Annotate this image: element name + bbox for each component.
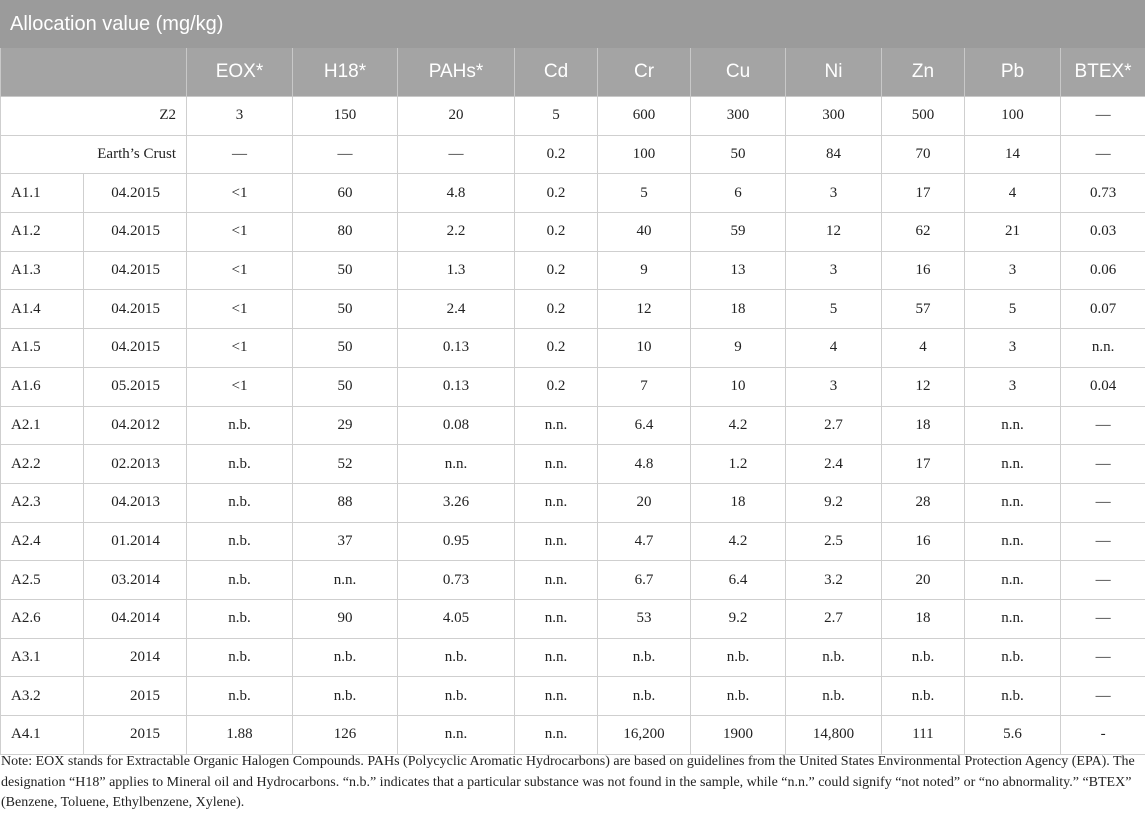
- table-row: [1, 561, 1145, 600]
- table-cell: n.b.: [293, 638, 398, 677]
- table-cell: 17: [882, 174, 965, 213]
- table-cell: 4.8: [598, 445, 691, 484]
- table-cell: 12: [598, 290, 691, 329]
- table-row: [1, 174, 1145, 213]
- table-cell: n.b.: [882, 677, 965, 716]
- table-cell: 50: [691, 135, 786, 174]
- table-cell: 1.2: [691, 445, 786, 484]
- sample-id: A2.2: [1, 445, 84, 484]
- table-cell: n.b.: [398, 638, 515, 677]
- table-cell: 50: [293, 329, 398, 368]
- table-header-row: [1, 48, 1145, 97]
- table-cell: n.n.: [515, 483, 598, 522]
- sample-id: A4.1: [1, 716, 84, 755]
- table-cell: 2.5: [786, 522, 882, 561]
- table-cell: 3: [187, 97, 293, 136]
- table-cell: n.n.: [398, 716, 515, 755]
- table-cell: n.b.: [691, 638, 786, 677]
- table-cell: 150: [293, 97, 398, 136]
- table-cell: n.n.: [965, 561, 1061, 600]
- sample-date: 04.2012: [84, 406, 187, 445]
- reference-row: [1, 97, 1145, 136]
- table-cell: 5: [965, 290, 1061, 329]
- column-header: H18*: [293, 48, 398, 97]
- table-cell: n.n.: [965, 599, 1061, 638]
- table-cell: 0.08: [398, 406, 515, 445]
- column-header: Cu: [691, 48, 786, 97]
- table-cell: 0.06: [1061, 251, 1145, 290]
- sample-date: 01.2014: [84, 522, 187, 561]
- table-cell: 9.2: [786, 483, 882, 522]
- sample-date: 04.2015: [84, 251, 187, 290]
- table-row: [1, 406, 1145, 445]
- table-cell: n.b.: [598, 677, 691, 716]
- table-cell: —: [1061, 406, 1145, 445]
- table-cell: 20: [882, 561, 965, 600]
- table-row: [1, 522, 1145, 561]
- table-cell: 0.73: [1061, 174, 1145, 213]
- table-cell: 18: [882, 599, 965, 638]
- table-cell: 10: [691, 367, 786, 406]
- table-cell: 300: [786, 97, 882, 136]
- table-cell: n.b.: [187, 522, 293, 561]
- table-cell: 40: [598, 213, 691, 252]
- table-cell: n.n.: [1061, 329, 1145, 368]
- table-cell: 9: [598, 251, 691, 290]
- table-cell: n.b.: [598, 638, 691, 677]
- table-cell: 0.2: [515, 213, 598, 252]
- table-cell: 1.3: [398, 251, 515, 290]
- table-cell: 13: [691, 251, 786, 290]
- column-header: Ni: [786, 48, 882, 97]
- table-cell: 3: [965, 367, 1061, 406]
- table-cell: 10: [598, 329, 691, 368]
- sample-date: 03.2014: [84, 561, 187, 600]
- table-cell: 84: [786, 135, 882, 174]
- table-cell: n.b.: [187, 638, 293, 677]
- column-header: Cd: [515, 48, 598, 97]
- table-cell: 17: [882, 445, 965, 484]
- column-header: Cr: [598, 48, 691, 97]
- reference-label: Earth’s Crust: [1, 135, 187, 174]
- table-cell: 90: [293, 599, 398, 638]
- table-cell: 20: [398, 97, 515, 136]
- table-cell: —: [1061, 135, 1145, 174]
- table-cell: 6: [691, 174, 786, 213]
- table-cell: 6.4: [598, 406, 691, 445]
- table-cell: <1: [187, 213, 293, 252]
- sample-id: A1.4: [1, 290, 84, 329]
- column-header: Pb: [965, 48, 1061, 97]
- table-cell: 9.2: [691, 599, 786, 638]
- table-cell: 2.4: [398, 290, 515, 329]
- table-cell: 0.2: [515, 135, 598, 174]
- table-cell: 500: [882, 97, 965, 136]
- table-cell: 0.03: [1061, 213, 1145, 252]
- table-cell: —: [1061, 677, 1145, 716]
- table-footnote: Note: EOX stands for Extractable Organic Halogen Compounds. PAHs (Polycyclic Aromatic Hydrocarbons) are based on guidelines from the United States Environmental Protection Agency (EPA). The designation “H18” applies to Mineral oil and Hydrocarbons. “n.b.” indicates that a particular substance was not found in the sample, while “n.n.” could signify “not noted” or “no abnormality.” “BTEX” (Benzene, Toluene, Ethylbenzene, Xylene).: [1, 754, 1135, 810]
- table-cell: 6.4: [691, 561, 786, 600]
- sample-date: 04.2015: [84, 174, 187, 213]
- table-cell: —: [1061, 599, 1145, 638]
- table-cell: n.b.: [965, 638, 1061, 677]
- table-cell: 3: [786, 367, 882, 406]
- sample-id: A1.1: [1, 174, 84, 213]
- sample-id: A2.5: [1, 561, 84, 600]
- table-cell: 3: [965, 251, 1061, 290]
- table-cell: n.n.: [515, 445, 598, 484]
- sample-date: 04.2013: [84, 483, 187, 522]
- table-cell: 126: [293, 716, 398, 755]
- table-cell: n.b.: [187, 561, 293, 600]
- table-row: [1, 638, 1145, 677]
- table-cell: 3.26: [398, 483, 515, 522]
- table-cell: 4: [786, 329, 882, 368]
- table-cell: 100: [965, 97, 1061, 136]
- table-cell: —: [1061, 97, 1145, 136]
- table-cell: 0.2: [515, 174, 598, 213]
- table-cell: <1: [187, 290, 293, 329]
- table-cell: 6.7: [598, 561, 691, 600]
- table-title: Allocation value (mg/kg): [1, 1, 1145, 48]
- table-cell: 59: [691, 213, 786, 252]
- table-cell: —: [1061, 483, 1145, 522]
- table-cell: 300: [691, 97, 786, 136]
- table-cell: 5: [786, 290, 882, 329]
- header-blank-cell: [1, 48, 187, 97]
- table-cell: 70: [882, 135, 965, 174]
- table-cell: 62: [882, 213, 965, 252]
- table-cell: 4.2: [691, 522, 786, 561]
- table-cell: 80: [293, 213, 398, 252]
- table-cell: 5: [515, 97, 598, 136]
- sample-id: A1.2: [1, 213, 84, 252]
- table-cell: 12: [882, 367, 965, 406]
- table-cell: 18: [882, 406, 965, 445]
- sample-id: A2.3: [1, 483, 84, 522]
- table-cell: n.n.: [515, 406, 598, 445]
- table-cell: 3.2: [786, 561, 882, 600]
- table-cell: 88: [293, 483, 398, 522]
- table-cell: n.b.: [187, 599, 293, 638]
- table-cell: n.n.: [515, 638, 598, 677]
- table-cell: n.b.: [293, 677, 398, 716]
- table-cell: —: [187, 135, 293, 174]
- table-cell: 0.2: [515, 367, 598, 406]
- table-cell: —: [1061, 561, 1145, 600]
- sample-date: 02.2013: [84, 445, 187, 484]
- table-cell: 60: [293, 174, 398, 213]
- table-cell: 100: [598, 135, 691, 174]
- table-row: [1, 483, 1145, 522]
- table-cell: 0.2: [515, 251, 598, 290]
- table-cell: n.n.: [398, 445, 515, 484]
- table-cell: 14: [965, 135, 1061, 174]
- table-cell: n.n.: [293, 561, 398, 600]
- table-cell: 2.7: [786, 406, 882, 445]
- sample-id: A1.5: [1, 329, 84, 368]
- table-cell: 14,800: [786, 716, 882, 755]
- table-cell: n.n.: [965, 522, 1061, 561]
- table-cell: 18: [691, 290, 786, 329]
- table-cell: n.b.: [691, 677, 786, 716]
- table-cell: <1: [187, 174, 293, 213]
- sample-date: 04.2015: [84, 329, 187, 368]
- table-cell: 0.13: [398, 367, 515, 406]
- sample-id: A3.1: [1, 638, 84, 677]
- table-cell: n.b.: [398, 677, 515, 716]
- table-row: [1, 329, 1145, 368]
- table-cell: 4.05: [398, 599, 515, 638]
- table-row: [1, 716, 1145, 755]
- reference-label: Z2: [1, 97, 187, 136]
- table-cell: 0.2: [515, 290, 598, 329]
- table-cell: n.b.: [882, 638, 965, 677]
- table-cell: 16,200: [598, 716, 691, 755]
- table-cell: -: [1061, 716, 1145, 755]
- sample-date: 04.2014: [84, 599, 187, 638]
- table-row: [1, 677, 1145, 716]
- table-cell: n.n.: [515, 716, 598, 755]
- table-cell: —: [1061, 638, 1145, 677]
- table-cell: 57: [882, 290, 965, 329]
- table-cell: 52: [293, 445, 398, 484]
- table-cell: 50: [293, 251, 398, 290]
- table-cell: 0.13: [398, 329, 515, 368]
- table-cell: 18: [691, 483, 786, 522]
- sample-id: A2.1: [1, 406, 84, 445]
- table-cell: n.n.: [515, 522, 598, 561]
- table-cell: n.n.: [515, 599, 598, 638]
- table-cell: 2.2: [398, 213, 515, 252]
- table-cell: n.b.: [786, 638, 882, 677]
- reference-row: [1, 135, 1145, 174]
- table-cell: 4.2: [691, 406, 786, 445]
- table-cell: —: [293, 135, 398, 174]
- table-cell: —: [1061, 522, 1145, 561]
- table-cell: n.b.: [786, 677, 882, 716]
- table-cell: 16: [882, 251, 965, 290]
- table-cell: 1900: [691, 716, 786, 755]
- table-cell: <1: [187, 367, 293, 406]
- sample-date: 2014: [84, 638, 187, 677]
- table-cell: 3: [786, 174, 882, 213]
- table-cell: 3: [786, 251, 882, 290]
- table-cell: 28: [882, 483, 965, 522]
- table-cell: 0.95: [398, 522, 515, 561]
- sample-id: A2.4: [1, 522, 84, 561]
- table-cell: 5: [598, 174, 691, 213]
- table-cell: 0.73: [398, 561, 515, 600]
- table-cell: 9: [691, 329, 786, 368]
- table-cell: n.b.: [187, 677, 293, 716]
- sample-id: A1.3: [1, 251, 84, 290]
- table-title-row: [1, 1, 1145, 48]
- table-cell: 50: [293, 367, 398, 406]
- table-cell: 4: [882, 329, 965, 368]
- table-row: [1, 290, 1145, 329]
- sample-id: A2.6: [1, 599, 84, 638]
- table-cell: 16: [882, 522, 965, 561]
- table-cell: 12: [786, 213, 882, 252]
- table-cell: 7: [598, 367, 691, 406]
- table-cell: n.n.: [965, 406, 1061, 445]
- table-cell: n.b.: [965, 677, 1061, 716]
- sample-id: A1.6: [1, 367, 84, 406]
- table-cell: 20: [598, 483, 691, 522]
- table-cell: 111: [882, 716, 965, 755]
- column-header: PAHs*: [398, 48, 515, 97]
- table-cell: 4: [965, 174, 1061, 213]
- table-cell: 2.7: [786, 599, 882, 638]
- table-cell: 0.2: [515, 329, 598, 368]
- table-cell: <1: [187, 251, 293, 290]
- sample-date: 04.2015: [84, 213, 187, 252]
- table-row: [1, 445, 1145, 484]
- table-cell: <1: [187, 329, 293, 368]
- table-cell: 50: [293, 290, 398, 329]
- table-cell: 53: [598, 599, 691, 638]
- sample-date: 2015: [84, 677, 187, 716]
- table-row: [1, 367, 1145, 406]
- table-cell: —: [1061, 445, 1145, 484]
- table-cell: 29: [293, 406, 398, 445]
- table-cell: 600: [598, 97, 691, 136]
- sample-date: 2015: [84, 716, 187, 755]
- table-cell: 1.88: [187, 716, 293, 755]
- table-row: [1, 213, 1145, 252]
- table-cell: n.b.: [187, 406, 293, 445]
- sample-id: A3.2: [1, 677, 84, 716]
- column-header: BTEX*: [1061, 48, 1145, 97]
- table-cell: 37: [293, 522, 398, 561]
- table-cell: 0.04: [1061, 367, 1145, 406]
- table-cell: —: [398, 135, 515, 174]
- table-cell: 4.7: [598, 522, 691, 561]
- sample-date: 04.2015: [84, 290, 187, 329]
- table-cell: 3: [965, 329, 1061, 368]
- sample-date: 05.2015: [84, 367, 187, 406]
- table-cell: n.n.: [515, 677, 598, 716]
- column-header: Zn: [882, 48, 965, 97]
- table-row: [1, 599, 1145, 638]
- table-cell: n.n.: [515, 561, 598, 600]
- column-header: EOX*: [187, 48, 293, 97]
- table-cell: 4.8: [398, 174, 515, 213]
- table-cell: n.n.: [965, 483, 1061, 522]
- table-cell: 2.4: [786, 445, 882, 484]
- table-cell: n.b.: [187, 445, 293, 484]
- table-cell: 5.6: [965, 716, 1061, 755]
- table-row: [1, 251, 1145, 290]
- table-cell: n.b.: [187, 483, 293, 522]
- table-cell: 21: [965, 213, 1061, 252]
- table-cell: 0.07: [1061, 290, 1145, 329]
- table-cell: n.n.: [965, 445, 1061, 484]
